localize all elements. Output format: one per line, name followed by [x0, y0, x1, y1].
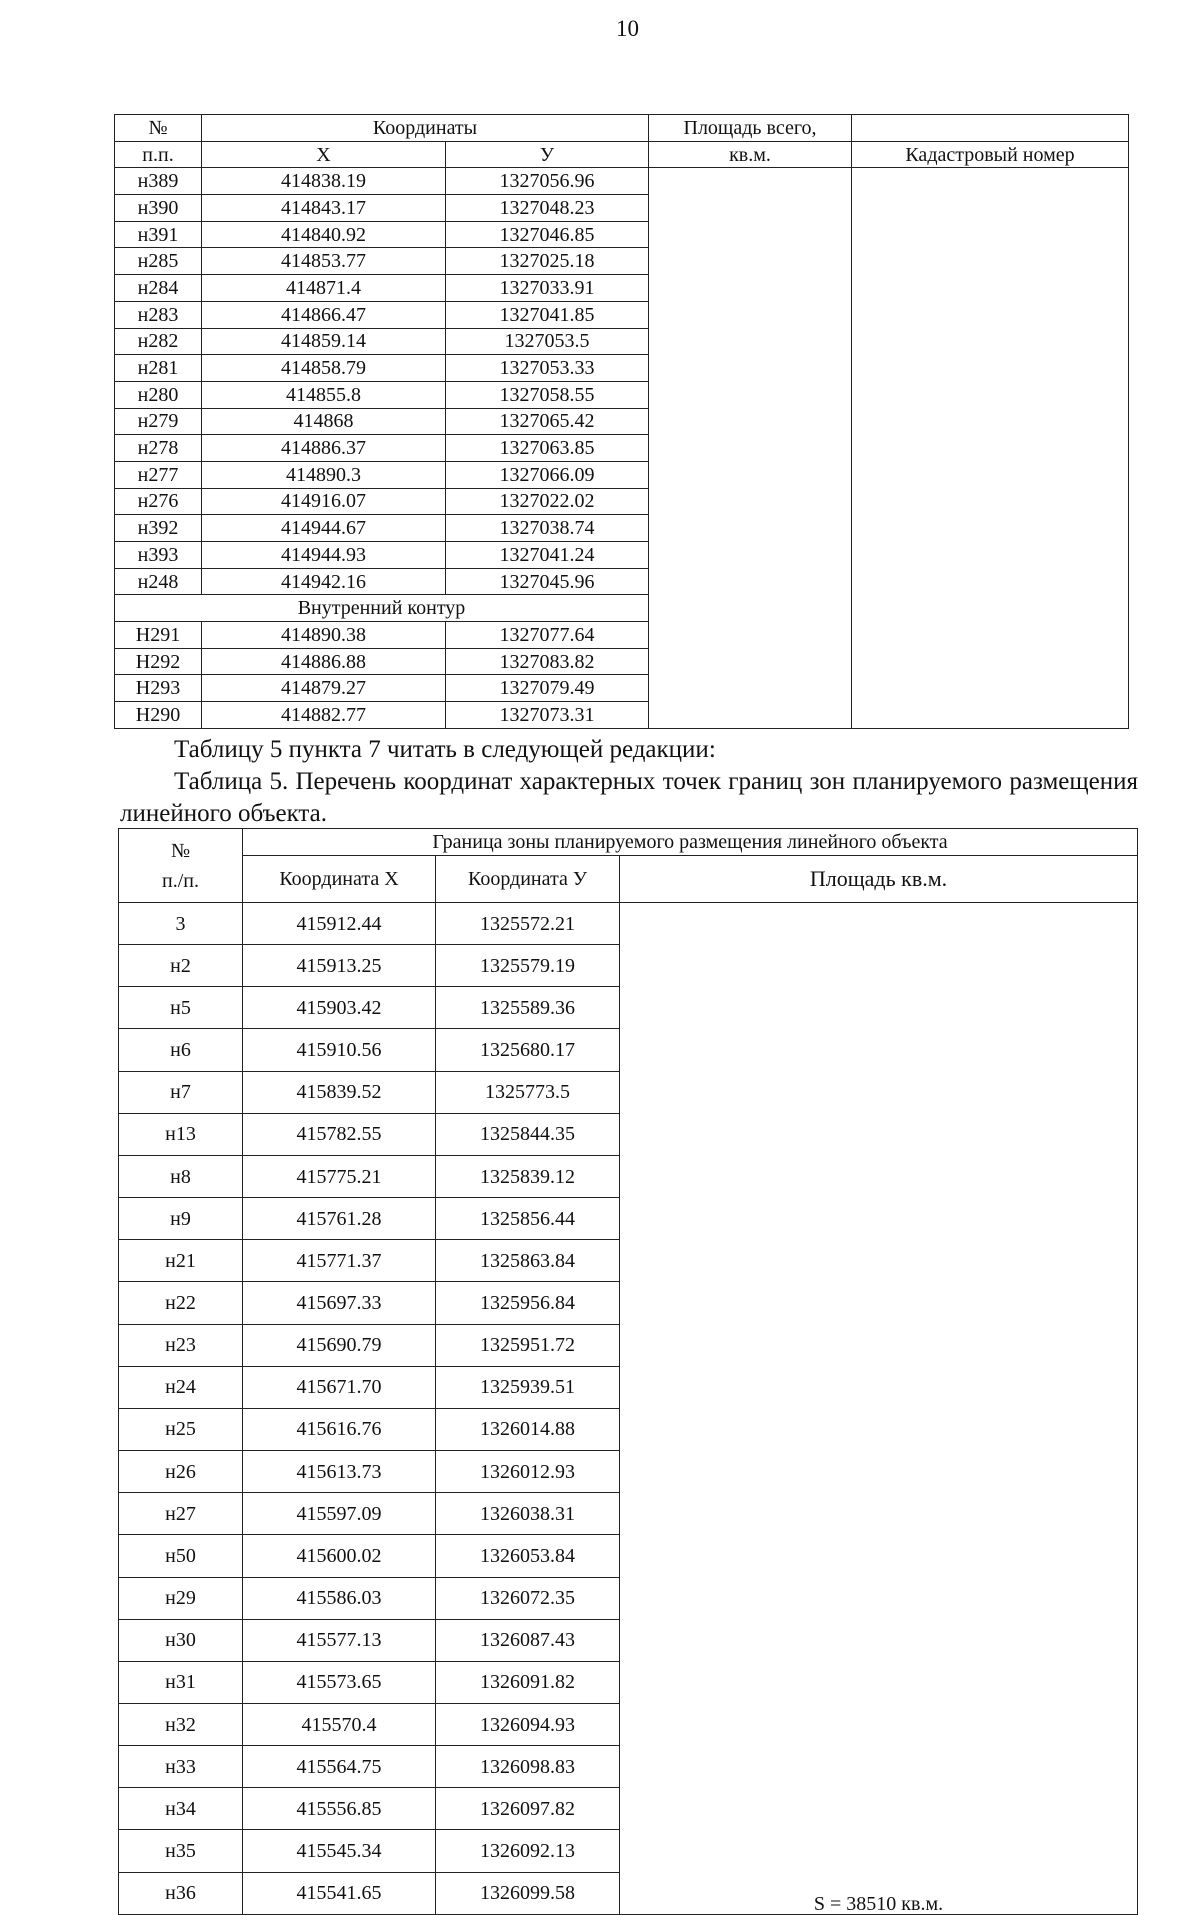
y-value: 1327045.96	[446, 568, 649, 595]
cadastral-header-top	[852, 115, 1129, 142]
x-value: 415616.76	[243, 1408, 436, 1450]
point-id: н31	[119, 1661, 243, 1703]
x-value: 415782.55	[243, 1113, 436, 1155]
x-value: 414886.37	[202, 435, 446, 462]
x-value: 415597.09	[243, 1493, 436, 1535]
point-id: н277	[115, 461, 202, 488]
y-value: 1326012.93	[436, 1451, 620, 1493]
x-value: 415903.42	[243, 987, 436, 1029]
y-value: 1326092.13	[436, 1830, 620, 1872]
y-value: 1327063.85	[446, 435, 649, 462]
y-value: 1326091.82	[436, 1661, 620, 1703]
y-value: 1327058.55	[446, 381, 649, 408]
cadastral-header: Кадастровый номер	[852, 141, 1129, 168]
y-value: 1325579.19	[436, 945, 620, 987]
point-id: н5	[119, 987, 243, 1029]
x-value: 414868	[202, 408, 446, 435]
point-id: Н291	[115, 622, 202, 649]
y-value: 1327056.96	[446, 168, 649, 195]
point-id: н389	[115, 168, 202, 195]
x-value: 414859.14	[202, 328, 446, 355]
num-header	[119, 829, 243, 903]
page-number: 10	[616, 16, 639, 41]
y-value: 1326087.43	[436, 1619, 620, 1661]
y-value: 1327022.02	[446, 488, 649, 515]
x-value: 414866.47	[202, 301, 446, 328]
point-id: н13	[119, 1113, 243, 1155]
x-value: 414886.88	[202, 648, 446, 675]
x-header: Х	[202, 141, 446, 168]
x-value: 415690.79	[243, 1324, 436, 1366]
x-value: 414855.8	[202, 381, 446, 408]
point-id: н279	[115, 408, 202, 435]
x-value: 414882.77	[202, 702, 446, 729]
y-value: 1327077.64	[446, 622, 649, 649]
area-header-line2: кв.м.	[649, 141, 852, 168]
point-id: н26	[119, 1451, 243, 1493]
x-value: 414942.16	[202, 568, 446, 595]
point-id: н21	[119, 1240, 243, 1282]
area-cell	[649, 168, 852, 728]
point-id: н280	[115, 381, 202, 408]
y-value: 1327053.33	[446, 355, 649, 382]
point-id: н393	[115, 542, 202, 569]
point-id: н35	[119, 1830, 243, 1872]
point-id: н278	[115, 435, 202, 462]
y-value: 1326097.82	[436, 1788, 620, 1830]
y-value: 1326072.35	[436, 1577, 620, 1619]
point-id: н27	[119, 1493, 243, 1535]
point-id: н390	[115, 195, 202, 222]
area-header: Площадь кв.м.	[620, 856, 1138, 903]
point-id: н50	[119, 1535, 243, 1577]
point-id: н33	[119, 1746, 243, 1788]
y-value: 1326014.88	[436, 1408, 620, 1450]
x-value: 415577.13	[243, 1619, 436, 1661]
x-value: 415573.65	[243, 1661, 436, 1703]
area-value	[620, 903, 1138, 1915]
y-value: 1325680.17	[436, 1029, 620, 1071]
num-header: №	[115, 115, 202, 142]
y-value: 1325939.51	[436, 1366, 620, 1408]
point-id: н32	[119, 1703, 243, 1745]
y-value: 1325589.36	[436, 987, 620, 1029]
point-id: н36	[119, 1872, 243, 1914]
x-value: 415912.44	[243, 903, 436, 945]
x-header: Координата Х	[243, 856, 436, 903]
y-value: 1325839.12	[436, 1155, 620, 1197]
point-id: н392	[115, 515, 202, 542]
y-value: 1325773.5	[436, 1071, 620, 1113]
x-value: 414853.77	[202, 248, 446, 275]
x-value: 415775.21	[243, 1155, 436, 1197]
y-value: 1327073.31	[446, 702, 649, 729]
y-value: 1325956.84	[436, 1282, 620, 1324]
num-header-line2: п.п.	[115, 141, 202, 168]
x-value: 415545.34	[243, 1830, 436, 1872]
zone-boundary-table	[118, 828, 1138, 1915]
y-value: 1325572.21	[436, 903, 620, 945]
x-value: 415771.37	[243, 1240, 436, 1282]
x-value: 414840.92	[202, 221, 446, 248]
point-id: н24	[119, 1366, 243, 1408]
y-value: 1325951.72	[436, 1324, 620, 1366]
x-value: 414879.27	[202, 675, 446, 702]
x-value: 415913.25	[243, 945, 436, 987]
x-value: 414944.67	[202, 515, 446, 542]
point-id: Н292	[115, 648, 202, 675]
point-id: н276	[115, 488, 202, 515]
point-id: н284	[115, 275, 202, 302]
point-id: н391	[115, 221, 202, 248]
point-id: н7	[119, 1071, 243, 1113]
y-value: 1327053.5	[446, 328, 649, 355]
num-header-line2: п./п.	[162, 869, 199, 892]
point-id: н34	[119, 1788, 243, 1830]
x-value: 414944.93	[202, 542, 446, 569]
y-value: 1327065.42	[446, 408, 649, 435]
point-id: н23	[119, 1324, 243, 1366]
table-row	[119, 903, 1138, 945]
point-id: н29	[119, 1577, 243, 1619]
x-value: 415671.70	[243, 1366, 436, 1408]
y-header: У	[446, 141, 649, 168]
x-value: 415541.65	[243, 1872, 436, 1914]
table-caption: Таблица 5. Перечень координат характерных точек границ зон планируемого размещения линейного объекта.	[120, 768, 1138, 827]
y-value: 1327083.82	[446, 648, 649, 675]
point-id: н281	[115, 355, 202, 382]
x-value: 414858.79	[202, 355, 446, 382]
y-value: 1326094.93	[436, 1703, 620, 1745]
y-value: 1326038.31	[436, 1493, 620, 1535]
y-value: 1327079.49	[446, 675, 649, 702]
point-id: н282	[115, 328, 202, 355]
point-id: н8	[119, 1155, 243, 1197]
y-value: 1325844.35	[436, 1113, 620, 1155]
y-value: 1326053.84	[436, 1535, 620, 1577]
y-value: 1327046.85	[446, 221, 649, 248]
x-value: 414838.19	[202, 168, 446, 195]
point-id: н6	[119, 1029, 243, 1071]
x-value: 414871.4	[202, 275, 446, 302]
y-value: 1325863.84	[436, 1240, 620, 1282]
point-id: Н293	[115, 675, 202, 702]
point-id: н25	[119, 1408, 243, 1450]
y-header: Координата У	[436, 856, 620, 903]
amendment-note: Таблицу 5 пункта 7 читать в следующей редакции:	[174, 736, 716, 763]
x-value: 415761.28	[243, 1198, 436, 1240]
y-value: 1326099.58	[436, 1872, 620, 1914]
x-value: 415697.33	[243, 1282, 436, 1324]
x-value: 415839.52	[243, 1071, 436, 1113]
x-value: 415564.75	[243, 1746, 436, 1788]
point-id: н285	[115, 248, 202, 275]
y-value: 1327033.91	[446, 275, 649, 302]
y-value: 1325856.44	[436, 1198, 620, 1240]
x-value: 415613.73	[243, 1451, 436, 1493]
y-value: 1327025.18	[446, 248, 649, 275]
zone-header: Граница зоны планируемого размещения линейного объекта	[243, 829, 1138, 856]
point-id: н30	[119, 1619, 243, 1661]
point-id: н22	[119, 1282, 243, 1324]
y-value: 1326098.83	[436, 1746, 620, 1788]
cadastral-cell	[852, 168, 1129, 728]
point-id: н283	[115, 301, 202, 328]
point-id: 3	[119, 903, 243, 945]
coords-header: Координаты	[202, 115, 649, 142]
x-value: 415570.4	[243, 1703, 436, 1745]
area-header-line1: Площадь всего,	[649, 115, 852, 142]
y-value: 1327038.74	[446, 515, 649, 542]
y-value: 1327041.24	[446, 542, 649, 569]
inner-contour-label: Внутренний контур	[115, 595, 649, 622]
x-value: 415586.03	[243, 1577, 436, 1619]
x-value: 414890.38	[202, 622, 446, 649]
y-value: 1327041.85	[446, 301, 649, 328]
x-value: 415600.02	[243, 1535, 436, 1577]
x-value: 415910.56	[243, 1029, 436, 1071]
x-value: 415556.85	[243, 1788, 436, 1830]
num-header-line1: №	[170, 839, 191, 862]
area-value-text: S = 38510 кв.м.	[813, 1893, 944, 1915]
point-id: н2	[119, 945, 243, 987]
y-value: 1327066.09	[446, 461, 649, 488]
coordinates-table	[114, 114, 1129, 729]
y-value: 1327048.23	[446, 195, 649, 222]
x-value: 414916.07	[202, 488, 446, 515]
point-id: н248	[115, 568, 202, 595]
x-value: 414843.17	[202, 195, 446, 222]
x-value: 414890.3	[202, 461, 446, 488]
point-id: н9	[119, 1198, 243, 1240]
point-id: Н290	[115, 702, 202, 729]
table-row	[115, 168, 1129, 195]
